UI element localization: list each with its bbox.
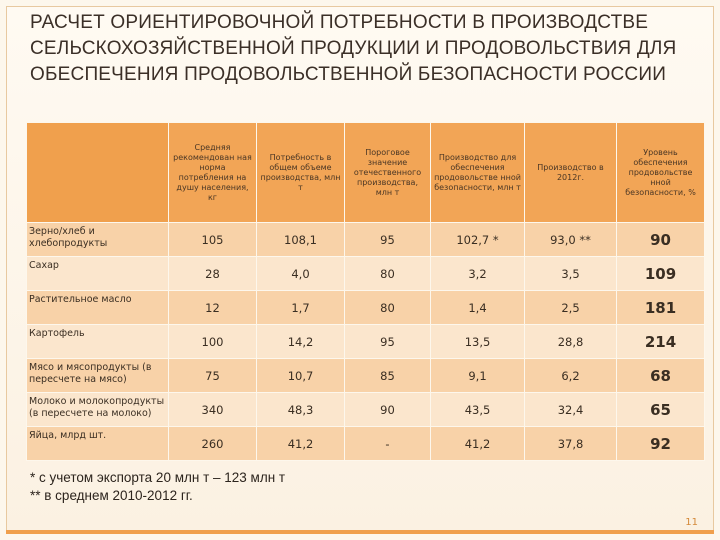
table-row <box>27 427 705 461</box>
table-header-row <box>27 123 705 223</box>
table-cell: 1,7 <box>257 291 345 325</box>
result-cell: 181 <box>617 291 705 325</box>
table-cell: 80 <box>345 291 431 325</box>
title-line-2: СЕЛЬСКОХОЗЯЙСТВЕННОЙ ПРОДУКЦИИ И ПРОДОВОЛЬСТВИЯ ДЛЯ <box>30 38 677 59</box>
table-row <box>27 359 705 393</box>
header-cell: Пороговое значение отечественного производства, млн т <box>345 123 431 223</box>
table-cell: 90 <box>345 393 431 427</box>
table-cell: 95 <box>345 223 431 257</box>
footnote-1: * с учетом экспорта 20 млн т – 123 млн т <box>30 470 286 485</box>
result-cell: 68 <box>617 359 705 393</box>
table-cell: 2,5 <box>525 291 617 325</box>
table-cell: 1,4 <box>431 291 525 325</box>
result-cell: 109 <box>617 257 705 291</box>
header-cell: Производство в 2012г. <box>525 123 617 223</box>
table-cell: - <box>345 427 431 461</box>
table-cell: 75 <box>169 359 257 393</box>
title-line-3: ОБЕСПЕЧЕНИЯ ПРОДОВОЛЬСТВЕННОЙ БЕЗОПАСНОСТИ РОССИИ <box>30 64 667 85</box>
table-cell: 10,7 <box>257 359 345 393</box>
table-cell: 3,5 <box>525 257 617 291</box>
row-label: Картофель <box>27 325 169 359</box>
table-cell: 93,0 ** <box>525 223 617 257</box>
table-cell: 28,8 <box>525 325 617 359</box>
table-cell: 80 <box>345 257 431 291</box>
result-cell: 90 <box>617 223 705 257</box>
footer-accent-bar <box>6 530 714 534</box>
table-cell: 9,1 <box>431 359 525 393</box>
table-cell: 108,1 <box>257 223 345 257</box>
header-cell: Уровень обеспечения продовольстве нной безопасности, % <box>617 123 705 223</box>
table-cell: 105 <box>169 223 257 257</box>
page-number: 11 <box>685 517 698 528</box>
table-row <box>27 223 705 257</box>
table-cell: 4,0 <box>257 257 345 291</box>
header-cell: Производство для обеспечения продовольстве нной безопасности, млн т <box>431 123 525 223</box>
table-cell: 14,2 <box>257 325 345 359</box>
result-cell: 214 <box>617 325 705 359</box>
result-cell: 65 <box>617 393 705 427</box>
table-cell: 48,3 <box>257 393 345 427</box>
table-cell: 3,2 <box>431 257 525 291</box>
header-corner <box>27 123 169 223</box>
data-table <box>26 122 705 461</box>
row-label: Молоко и молокопродукты (в пересчете на молоко) <box>27 393 169 427</box>
table-cell: 260 <box>169 427 257 461</box>
table-cell: 95 <box>345 325 431 359</box>
table-cell: 100 <box>169 325 257 359</box>
title-line-1: РАСЧЕТ ОРИЕНТИРОВОЧНОЙ ПОТРЕБНОСТИ В ПРОИЗВОДСТВЕ <box>30 12 649 33</box>
table-cell: 12 <box>169 291 257 325</box>
row-label: Зерно/хлеб и хлебопродукты <box>27 223 169 257</box>
table-cell: 32,4 <box>525 393 617 427</box>
row-label: Сахар <box>27 257 169 291</box>
table-row <box>27 325 705 359</box>
table-row <box>27 257 705 291</box>
table-row <box>27 291 705 325</box>
table-cell: 102,7 * <box>431 223 525 257</box>
footnotes <box>30 469 285 505</box>
table-cell: 43,5 <box>431 393 525 427</box>
table-cell: 13,5 <box>431 325 525 359</box>
table-cell: 6,2 <box>525 359 617 393</box>
header-cell: Потребность в общем объеме производства, млн т <box>257 123 345 223</box>
table-cell: 28 <box>169 257 257 291</box>
row-label: Мясо и мясопродукты (в пересчете на мясо) <box>27 359 169 393</box>
table-cell: 85 <box>345 359 431 393</box>
row-label: Растительное масло <box>27 291 169 325</box>
table-cell: 340 <box>169 393 257 427</box>
result-cell: 92 <box>617 427 705 461</box>
header-cell: Средняя рекомендован ная норма потребления на душу населения, кг <box>169 123 257 223</box>
table-cell: 41,2 <box>431 427 525 461</box>
footnote-2: ** в среднем 2010-2012 гг. <box>30 488 193 503</box>
table-cell: 37,8 <box>525 427 617 461</box>
page-title <box>30 10 710 88</box>
table-row <box>27 393 705 427</box>
table-cell: 41,2 <box>257 427 345 461</box>
row-label: Яйца, млрд шт. <box>27 427 169 461</box>
